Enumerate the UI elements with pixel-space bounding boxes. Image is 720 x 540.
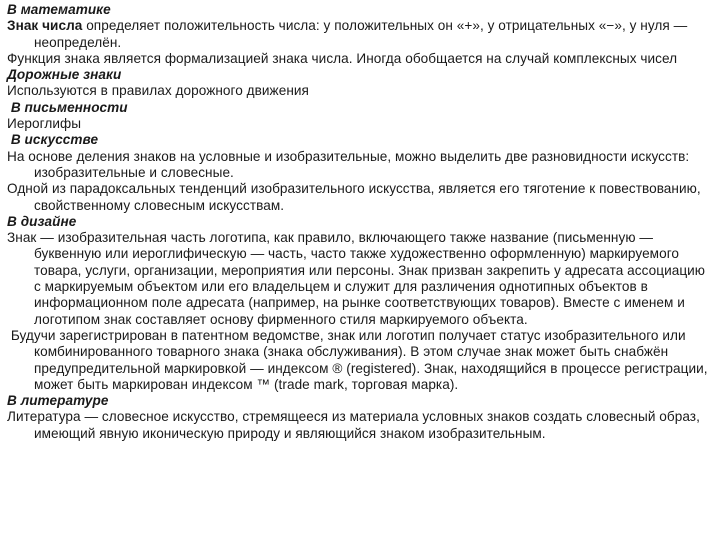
paragraph-literature: Литература — словесное искусство, стремящееся из материала условных знаков создать словесный образ, имеющий явную иконическую природу и являющийся знаком изобразительным. bbox=[7, 409, 700, 441]
heading-road-signs: Дорожные знаки bbox=[7, 67, 122, 83]
heading-math: В математике bbox=[7, 2, 111, 17]
heading-literature: В литературе bbox=[7, 393, 109, 409]
number-sign-definition: определяет положительность числа: у положительных он «+», у отрицательных «−», у нуля — неопределён. bbox=[34, 18, 688, 50]
heading-art: В искусстве bbox=[7, 132, 99, 148]
paragraph-design-logo: Знак — изобразительная часть логотипа, как правило, включающего также название (письменную — буквенную или иероглифическую — часть, часто также художественно оформленную) маркируемого товара, услуги, организации, мероприятия или персоны. Знак призван закрепить у адресата ассоциацию с маркируемым объектом или его владельцем и служит для различения однотипных объектов в информационном поле адресата (например, на рынке соответствующих товаров). Вместе с именем и логотипом знак составляет основу фирменного стиля маркируемого объекта. bbox=[7, 230, 706, 327]
paragraph-sign-function: Функция знака является формализацией знака числа. Иногда обобщается на случай комплексных чисел bbox=[7, 50, 678, 66]
heading-design: В дизайне bbox=[7, 213, 77, 229]
term-number-sign: Знак числа bbox=[7, 18, 83, 34]
paragraph-design-trademark: Будучи зарегистрирован в патентном ведомстве, знак или логотип получает статус изобразительного или комбинированного товарного знака (знака обслуживания). В этом случае знак может быть снабжён предупредительной маркировкой — индексом ® (registered). Знак, находящийся в процессе регистрации, может быть маркирован индексом ™ (trade mark, торговая марка). bbox=[7, 327, 712, 392]
paragraph-road-signs: Используются в правилах дорожного движения bbox=[7, 83, 309, 99]
paragraph-number-sign bbox=[7, 18, 713, 51]
heading-writing: В письменности bbox=[7, 99, 128, 115]
document-page bbox=[7, 2, 713, 442]
paragraph-art-tendency: Одной из парадоксальных тенденций изобразительного искусства, является его тяготение к повествованию, свойственному словесным искусствам. bbox=[7, 181, 701, 213]
paragraph-hieroglyphs: Иероглифы bbox=[7, 116, 82, 132]
paragraph-art-division: На основе деления знаков на условные и изобразительные, можно выделить две разновидности искусств: изобразительные и словесные. bbox=[7, 148, 690, 180]
